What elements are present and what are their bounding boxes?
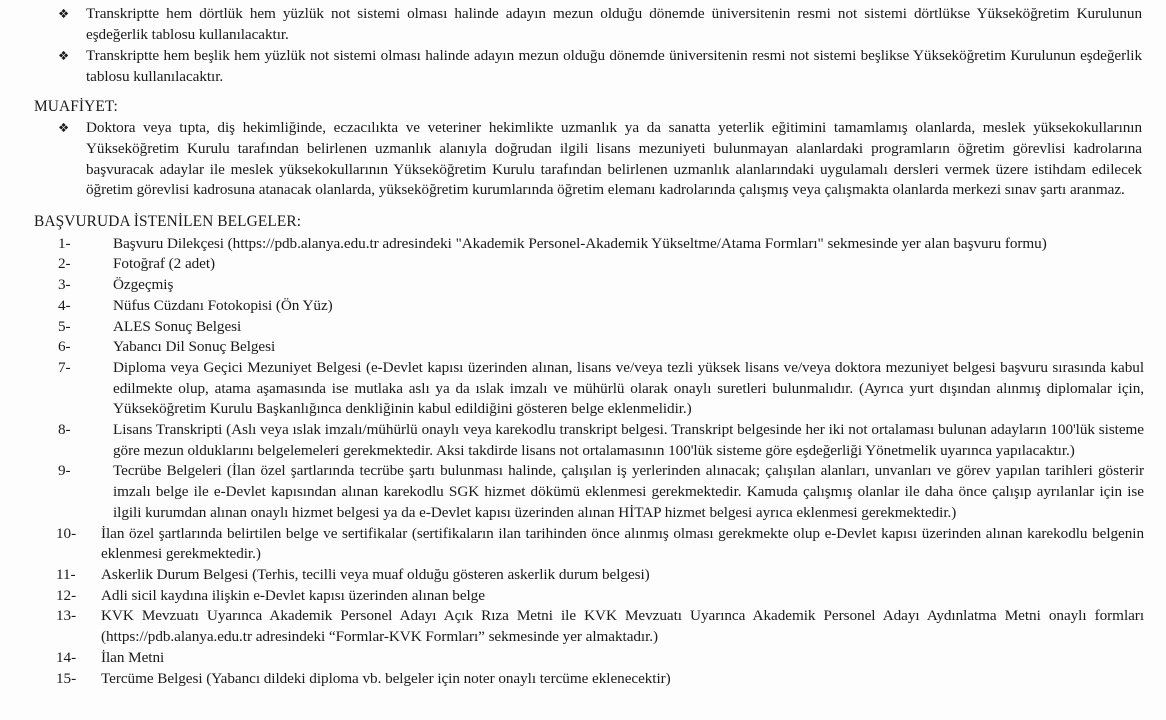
list-item-number: 5- bbox=[58, 317, 71, 335]
list-item bbox=[34, 586, 1144, 607]
list-item-number: 6- bbox=[58, 338, 71, 356]
list-item-text: ALES Sonuç Belgesi bbox=[113, 317, 242, 335]
list-item bbox=[34, 317, 1144, 338]
list-item-number: 2- bbox=[58, 255, 71, 273]
list-item bbox=[34, 275, 1144, 296]
list-item-number: 10- bbox=[56, 524, 77, 542]
list-item bbox=[34, 46, 1144, 87]
diamond-bullet-icon: ❖ bbox=[58, 120, 70, 136]
list-item-text: Başvuru Dilekçesi (https://pdb.alanya.edu.tr adresindeki "Akademik Personel-Akademik Yükseltme/Atama Formları" sekmesinde yer alan başvuru formu) bbox=[113, 234, 1047, 252]
list-item-text: Özgeçmiş bbox=[113, 276, 174, 294]
section-heading-muafiyet: MUAFİYET: bbox=[34, 98, 118, 116]
list-item bbox=[34, 118, 1144, 200]
transkript-bullet-list bbox=[34, 4, 1144, 87]
list-item-text: Tecrübe Belgeleri (İlan özel şartlarında tecrübe şartı bulunması halinde, çalışılan iş yerlerinden alınacak; çalışılan alanları, unvanları ve görev yapılan tarihleri gösterir imzalı belge ile e-Devlet kapısından alınan karekodlu SGK hizmet dökümü eklenmesi gerekmektedir. Kamuda çalışmış olanlar ile daha önce çalışıp ayrılanlar için ise ilgili kurumdan alınan onaylı hizmet belgesi ya da e-Devlet kapısı üzerinden alınan HİTAP hizmet belgesi ayrıca eklenmesi gerekmektedir.) bbox=[113, 462, 1144, 521]
list-item-text: Fotoğraf (2 adet) bbox=[113, 255, 216, 273]
list-item bbox=[34, 358, 1144, 420]
list-item bbox=[34, 254, 1144, 275]
list-item-text: Askerlik Durum Belgesi (Terhis, tecilli veya muaf olduğu gösteren askerlik durum belgesi) bbox=[101, 566, 650, 583]
muafiyet-bullet-list bbox=[34, 118, 1144, 200]
list-item-number: 4- bbox=[58, 296, 71, 314]
list-item bbox=[34, 461, 1144, 523]
diamond-bullet-icon: ❖ bbox=[58, 6, 70, 21]
list-item-number: 8- bbox=[58, 421, 71, 439]
list-item-text: Transkriptte hem beşlik hem yüzlük not sistemi olması halinde adayın mezun olduğu dönemde üniversitenin resmi not sistemi beşlikse Yükseköğretim Kurulunun eşdeğerlik tablosu kullanılacaktır. bbox=[86, 47, 1142, 85]
list-item-text: Yabancı Dil Sonuç Belgesi bbox=[113, 338, 276, 356]
list-item-number: 7- bbox=[58, 358, 71, 376]
list-item bbox=[34, 234, 1144, 255]
list-item bbox=[34, 337, 1144, 358]
list-item-number: 15- bbox=[56, 669, 77, 687]
list-item bbox=[34, 524, 1144, 565]
list-item-text: Doktora veya tıpta, diş hekimliğinde, eczacılıkta ve veteriner hekimlikte uzmanlık ya da sanatta yeterlik eğitimini tamamlamış olanlarda, meslek yüksekokullarının Yükseköğretim Kurulu tarafından belirlenen uzmanlık alanıyla doğrudan ilgili lisans mezuniyeti bulunmayan alanlardaki programların öğretim görevlisi kadrolarına başvuracak adaylar ile meslek yüksekokullarının Yükseköğretim Kurulu tarafından belirlenen uzmanlık alanlarındaki uygulamalı dersleri vermek üzere istihdam edilecek öğretim görevlisi kadrosuna atanacak olanlarda, yükseköğretim kurumlarında öğretim elemanı kadrolarında çalışmış veya çalışmakta olanlarda merkezi sınav şartı aranmaz. bbox=[86, 119, 1142, 199]
section-heading-belgeler: BAŞVURUDA İSTENİLEN BELGELER: bbox=[34, 212, 302, 230]
list-item-number: 3- bbox=[58, 276, 71, 294]
list-item-text: Tercüme Belgesi (Yabancı dildeki diploma vb. belgeler için noter onaylı tercüme eklenecektir) bbox=[101, 669, 671, 687]
list-item bbox=[34, 669, 1144, 690]
list-item-text: Nüfus Cüzdanı Fotokopisi (Ön Yüz) bbox=[113, 296, 333, 314]
list-item-number: 11- bbox=[56, 566, 76, 583]
list-item-text: Adli sicil kaydına ilişkin e-Devlet kapısı üzerinden alınan belge bbox=[101, 586, 485, 604]
list-item-number: 13- bbox=[56, 607, 77, 625]
list-item-text: Diploma veya Geçici Mezuniyet Belgesi (e-Devlet kapısı üzerinden alınan, lisans ve/veya tezli yüksek lisans ve/veya doktora mezuniyet belgesi başvuru sırasında kabul edilmekte olup, atama aşamasında ise mutlaka aslı ya da ıslak imzalı ve mühürlü olarak onaylı suretleri bulunmalıdır. (Ayrıca yurt dışından alınmış diplomalar için, Yükseköğretim Kurulu Başkanlığınca denkliğinin kabul edildiğini gösteren belge eklenmelidir.) bbox=[113, 358, 1144, 418]
list-item-number: 9- bbox=[58, 462, 71, 480]
belgeler-numbered-list bbox=[34, 234, 1144, 689]
list-item bbox=[34, 606, 1144, 647]
list-item bbox=[34, 296, 1144, 317]
list-item-text: İlan özel şartlarında belirtilen belge ve sertifikalar (sertifikaların ilan tarihinden önce alınmış olması gerekmekte olup e-Devlet kapısı üzerinden alınan karekodlu belgenin eklenmesi gerekmektedir.) bbox=[101, 524, 1144, 563]
list-item bbox=[34, 565, 1144, 586]
diamond-bullet-icon: ❖ bbox=[58, 48, 70, 64]
list-item bbox=[34, 4, 1144, 45]
list-item-text: KVK Mevzuatı Uyarınca Akademik Personel Adayı Açık Rıza Metni ile KVK Mevzuatı Uyarınca Akademik Personel Adayı Aydınlatma Metni onaylı formları (https://pdb.alanya.edu.tr adresindeki “Formlar-KVK Formları” sekmesinde yer almaktadır.) bbox=[101, 607, 1144, 646]
list-item bbox=[34, 420, 1144, 461]
list-item-text: Transkriptte hem dörtlük hem yüzlük not sistemi olması halinde adayın mezun olduğu dönemde üniversitenin resmi not sistemi dörtlükse Yükseköğretim Kurulunun eşdeğerlik tablosu kullanılacaktır. bbox=[86, 5, 1142, 43]
list-item-number: 14- bbox=[56, 648, 77, 666]
list-item-text: Lisans Transkripti (Aslı veya ıslak imzalı/mühürlü onaylı veya karekodlu transkript belgesi. Transkript belgesinde her iki not ortalaması bulunan adayların 100'lük sisteme göre mezun olduklarını belgelemeleri gerekmektedir. Aksi takdirde lisans not ortalamasının 100'lük sisteme göre eşdeğerliği Yönetmelik uyarınca yapılacaktır.) bbox=[113, 421, 1144, 459]
list-item-number: 12- bbox=[56, 586, 77, 604]
list-item-text: İlan Metni bbox=[101, 648, 165, 666]
list-item bbox=[34, 648, 1144, 669]
list-item-number: 1- bbox=[58, 234, 71, 252]
